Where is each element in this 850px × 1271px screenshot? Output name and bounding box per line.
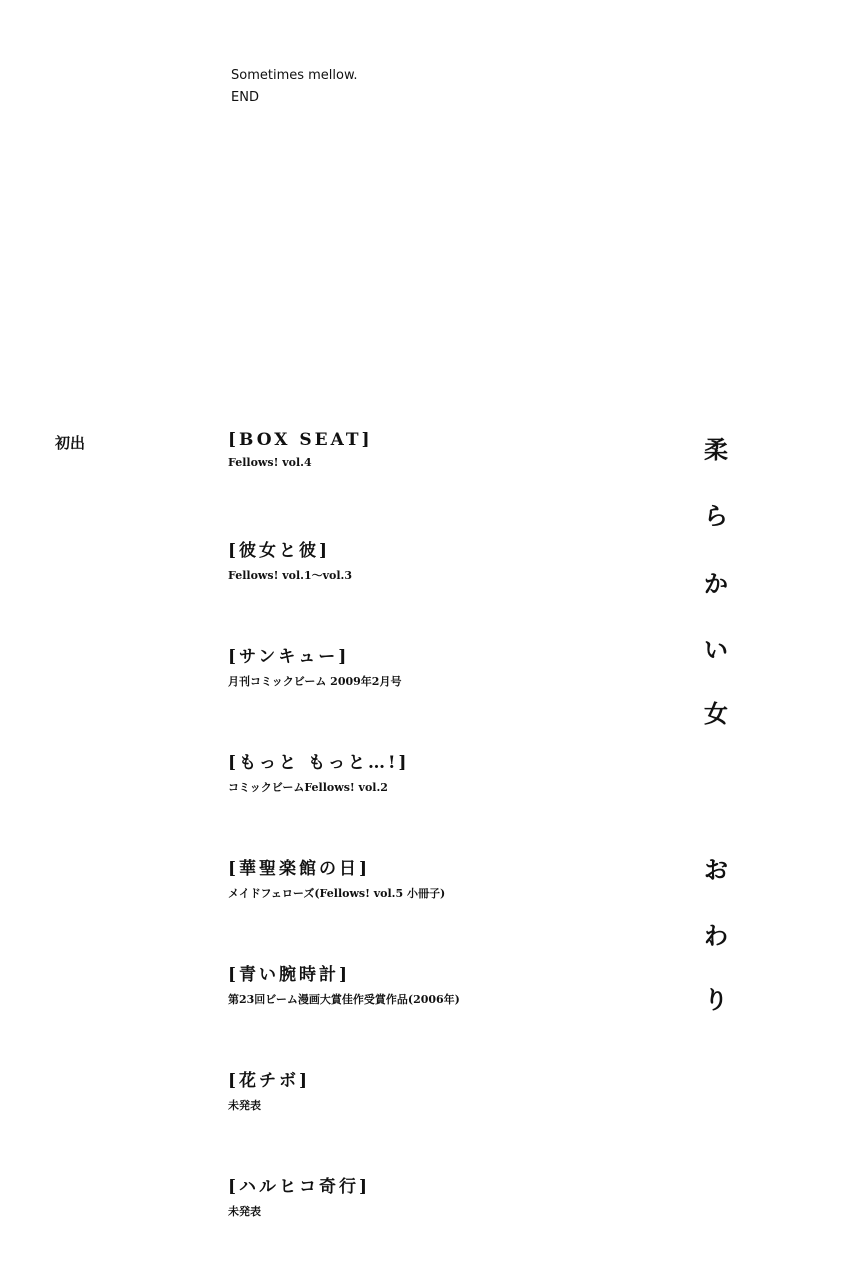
credit-item — [228, 642, 401, 689]
credit-title: [華聖楽館の日] — [228, 859, 371, 879]
vertical-title-char: い — [704, 635, 728, 664]
credit-item — [228, 960, 460, 1007]
credit-source: Fellows! vol.4 — [228, 456, 312, 469]
credit-title: [もっと もっと…!] — [228, 753, 410, 773]
credit-source: 月刊コミックビーム 2009年2月号 — [228, 675, 402, 688]
vertical-title-char: わ — [704, 921, 728, 950]
header-note-line-2: END — [231, 90, 259, 105]
header-note-line-1: Sometimes mellow. — [231, 68, 358, 83]
credit-source: メイドフェローズ(Fellows! vol.5 小冊子) — [228, 887, 446, 900]
vertical-title-char: 柔 — [704, 435, 728, 464]
vertical-title-char: ら — [704, 501, 728, 530]
section-label: 初出 — [55, 434, 86, 452]
credit-title: [青い腕時計] — [228, 965, 351, 985]
credit-source: 未発表 — [228, 1205, 261, 1218]
credit-source: Fellows! vol.1～vol.3 — [228, 569, 353, 582]
header-note — [231, 65, 358, 109]
credit-item — [228, 1066, 310, 1113]
credit-item — [228, 1172, 370, 1219]
vertical-title-char: か — [704, 569, 728, 598]
credit-title: [BOX SEAT] — [228, 430, 373, 450]
credit-item — [228, 854, 445, 901]
credit-title: [彼女と彼] — [228, 541, 331, 561]
credit-item — [228, 430, 373, 469]
credit-title: [ハルヒコ奇行] — [228, 1177, 371, 1197]
credit-source: 未発表 — [228, 1099, 261, 1112]
credit-source: コミックビームFellows! vol.2 — [228, 781, 388, 794]
credit-title: [花チボ] — [228, 1071, 311, 1091]
vertical-title-char: 女 — [704, 699, 728, 728]
vertical-title-char: り — [704, 985, 728, 1014]
credit-title: [サンキュー] — [228, 647, 350, 667]
credit-source: 第23回ビーム漫画大賞佳作受賞作品(2006年) — [228, 993, 460, 1006]
credit-item — [228, 536, 352, 583]
vertical-title-char: お — [704, 855, 728, 884]
credit-item — [228, 748, 409, 795]
